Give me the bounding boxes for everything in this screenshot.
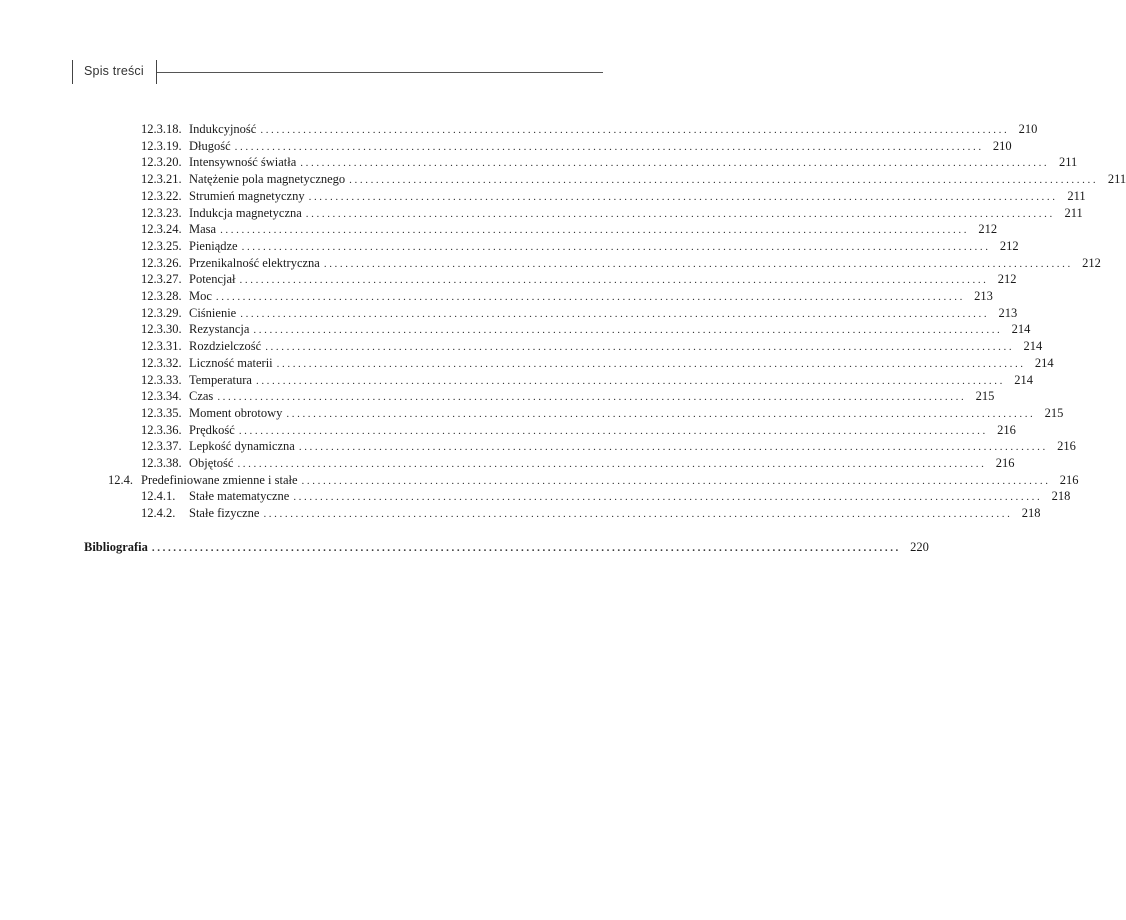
toc-entry-title: Moc <box>189 289 212 303</box>
toc-entry-title: Intensywność światła <box>189 155 297 170</box>
header-rule <box>157 72 603 73</box>
toc-entry-title: Przenikalność elektryczna <box>189 255 320 270</box>
toc-entry-title: Potencjał <box>189 272 236 287</box>
toc-entry[interactable] <box>141 422 1016 438</box>
toc-leader-dots: ............................................................................................................................................ <box>300 157 1050 170</box>
toc-leader-dots: ............................................................................................................................................ <box>238 424 988 437</box>
toc-entry-number: 12.3.31. <box>141 339 182 354</box>
toc-entry-page: 212 <box>997 272 1017 287</box>
toc-entry[interactable] <box>141 488 1071 504</box>
toc-entry[interactable] <box>141 305 1018 321</box>
toc-leader-dots: ............................................................................................................................................ <box>215 291 965 303</box>
page-title: Spis treści <box>84 64 144 78</box>
toc-entry-page: 214 <box>1023 339 1043 354</box>
toc-leader-dots: ............................................................................................................................................ <box>349 174 1099 187</box>
toc-entry-number: 12.3.26. <box>141 255 182 270</box>
toc-entry-page: 216 <box>995 456 1015 470</box>
toc-entry[interactable] <box>141 154 1078 170</box>
toc-entry[interactable] <box>141 455 1015 471</box>
toc-entry-title: Indukcyjność <box>189 122 257 136</box>
toc-entry[interactable] <box>141 188 1086 204</box>
toc-leader-dots: ............................................................................................................................................ <box>151 542 901 554</box>
toc-entry[interactable] <box>141 321 1031 337</box>
toc-leader-dots: ............................................................................................................................................ <box>253 324 1003 337</box>
toc-leader-dots: ............................................................................................................................................ <box>263 508 1013 521</box>
toc-leader-dots: ............................................................................................................................................ <box>237 458 987 470</box>
toc-entry[interactable] <box>141 438 1076 454</box>
toc-entry-number: 12.4.1. <box>141 489 176 504</box>
toc-leader-dots: ............................................................................................................................................ <box>308 190 1058 203</box>
toc-entry-title: Rezystancja <box>189 322 250 337</box>
toc-entry-number: 12.3.35. <box>141 405 182 420</box>
toc-leader-dots: ............................................................................................................................................ <box>234 140 984 153</box>
toc-entry-number: 12.3.18. <box>141 122 182 136</box>
toc-entry-page: 211 <box>1107 172 1126 187</box>
toc-leader-dots: ............................................................................................................................................ <box>301 474 1051 487</box>
toc-entry-page: 214 <box>1011 322 1031 337</box>
toc-entry-title: Temperatura <box>189 372 252 387</box>
toc-entry-title: Indukcja magnetyczna <box>189 205 302 220</box>
toc-entry-page: 213 <box>974 289 993 303</box>
header-left-bar <box>72 60 73 84</box>
toc-entry-page: 215 <box>1044 405 1064 420</box>
toc-entry[interactable] <box>141 271 1017 287</box>
toc-entry-number: 12.3.33. <box>141 372 182 387</box>
toc-entry-page: 214 <box>1034 355 1054 370</box>
toc-entry-number: 12.3.36. <box>141 422 182 437</box>
toc-entry-title: Pieniądze <box>189 238 238 253</box>
toc-entry-number: 12.4.2. <box>141 506 176 521</box>
toc-entry-page: 213 <box>998 305 1018 320</box>
toc-leader-dots: ............................................................................................................................................ <box>217 391 967 404</box>
toc-entry[interactable] <box>141 238 1019 254</box>
toc-leader-dots: ............................................................................................................................................ <box>286 407 1036 420</box>
toc-entry-number: 12.3.20. <box>141 155 182 170</box>
toc-entry-number: 12.3.29. <box>141 305 182 320</box>
toc-entry-title: Stałe fizyczne <box>189 506 260 521</box>
toc-entry-page: 212 <box>978 222 998 237</box>
toc-entry-title: Masa <box>189 222 217 237</box>
toc-section-entry[interactable] <box>108 472 1079 488</box>
toc-entry-title: Czas <box>189 389 214 404</box>
toc-entry[interactable] <box>141 121 1038 137</box>
toc-entry-page: 210 <box>992 138 1012 153</box>
toc-entry-number: 12.3.34. <box>141 389 182 404</box>
toc-entry-title: Strumień magnetyczny <box>189 188 305 203</box>
toc-entry-page: 210 <box>1018 122 1038 136</box>
toc-entry-page: 216 <box>1057 439 1076 454</box>
toc-entry-page: 220 <box>910 540 929 554</box>
toc-leader-dots: ............................................................................................................................................ <box>220 224 970 237</box>
toc-entry[interactable] <box>141 288 993 304</box>
toc-entry-page: 216 <box>997 422 1016 437</box>
toc-entry[interactable] <box>141 221 998 237</box>
toc-entry-page: 215 <box>975 389 995 404</box>
toc-leader-dots: ............................................................................................................................................ <box>240 307 990 320</box>
running-head <box>0 0 690 100</box>
toc-entry-number: 12.3.22. <box>141 188 182 203</box>
toc-entry-title: Moment obrotowy <box>189 405 283 420</box>
toc-entry[interactable] <box>141 138 1012 154</box>
toc-entry-title: Ciśnienie <box>189 305 237 320</box>
toc-entry-title: Bibliografia <box>84 540 148 554</box>
toc-entry-number: 12.3.37. <box>141 439 182 454</box>
toc-entry[interactable] <box>141 355 1054 371</box>
toc-entry-page: 218 <box>1021 506 1041 521</box>
toc-leader-dots: ............................................................................................................................................ <box>241 240 991 253</box>
toc-entry-page: 218 <box>1051 489 1071 504</box>
toc-entry-page: 211 <box>1067 188 1086 203</box>
toc-entry-number: 12.3.24. <box>141 222 182 237</box>
toc-entry-number: 12.3.23. <box>141 205 182 220</box>
toc-entry-title: Lepkość dynamiczna <box>189 439 295 454</box>
toc-entry-number: 12.3.25. <box>141 238 182 253</box>
toc-entry-title: Liczność materii <box>189 355 273 370</box>
toc-entry[interactable] <box>141 255 1101 271</box>
toc-entry-title: Stałe matematyczne <box>189 489 290 504</box>
toc-leader-dots: ............................................................................................................................................ <box>305 207 1055 220</box>
toc-entry-title: Natężenie pola magnetycznego <box>189 172 346 187</box>
toc-leader-dots: ............................................................................................................................................ <box>298 441 1048 454</box>
toc-leader-dots: ............................................................................................................................................ <box>293 491 1043 504</box>
toc-entry-number: 12.4. <box>108 472 133 487</box>
toc-leader-dots: ............................................................................................................................................ <box>265 341 1015 354</box>
toc-entry-number: 12.3.28. <box>141 289 182 303</box>
toc-entry[interactable] <box>141 171 1126 187</box>
toc-entry-title: Długość <box>189 138 231 153</box>
toc-entry[interactable] <box>141 505 1041 521</box>
toc-entry-number: 12.3.32. <box>141 355 182 370</box>
toc-leader-dots: ............................................................................................................................................ <box>239 274 989 287</box>
toc-entry-page: 212 <box>999 238 1019 253</box>
toc-entry[interactable] <box>141 338 1043 354</box>
toc-entry-page: 211 <box>1058 155 1078 170</box>
toc-entry-page: 214 <box>1014 372 1033 387</box>
toc-entry-title: Objętość <box>189 456 234 470</box>
toc-entry[interactable] <box>141 405 1064 421</box>
toc-leader-dots: ............................................................................................................................................ <box>276 357 1026 370</box>
toc-entry-title: Predefiniowane zmienne i stałe <box>141 472 298 487</box>
toc-entry[interactable] <box>141 388 995 404</box>
toc-entry-title: Rozdzielczość <box>189 339 262 354</box>
toc-entry-title: Prędkość <box>189 422 235 437</box>
toc-entry-number: 12.3.30. <box>141 322 182 337</box>
toc-entry-number: 12.3.38. <box>141 456 182 470</box>
toc-leader-dots: ............................................................................................................................................ <box>323 257 1073 270</box>
toc-entry-page: 211 <box>1064 205 1083 220</box>
toc-entry[interactable] <box>141 372 1033 388</box>
toc-entry-number: 12.3.21. <box>141 172 182 187</box>
toc-bibliography-entry[interactable] <box>84 539 929 555</box>
toc-leader-dots: ............................................................................................................................................ <box>255 374 1005 387</box>
toc-entry-page: 212 <box>1082 255 1101 270</box>
toc-leader-dots: ............................................................................................................................................ <box>260 124 1010 136</box>
toc-entry-page: 216 <box>1059 472 1079 487</box>
toc-entry-number: 12.3.19. <box>141 138 182 153</box>
toc-entry-number: 12.3.27. <box>141 272 182 287</box>
toc-entry[interactable] <box>141 205 1083 221</box>
